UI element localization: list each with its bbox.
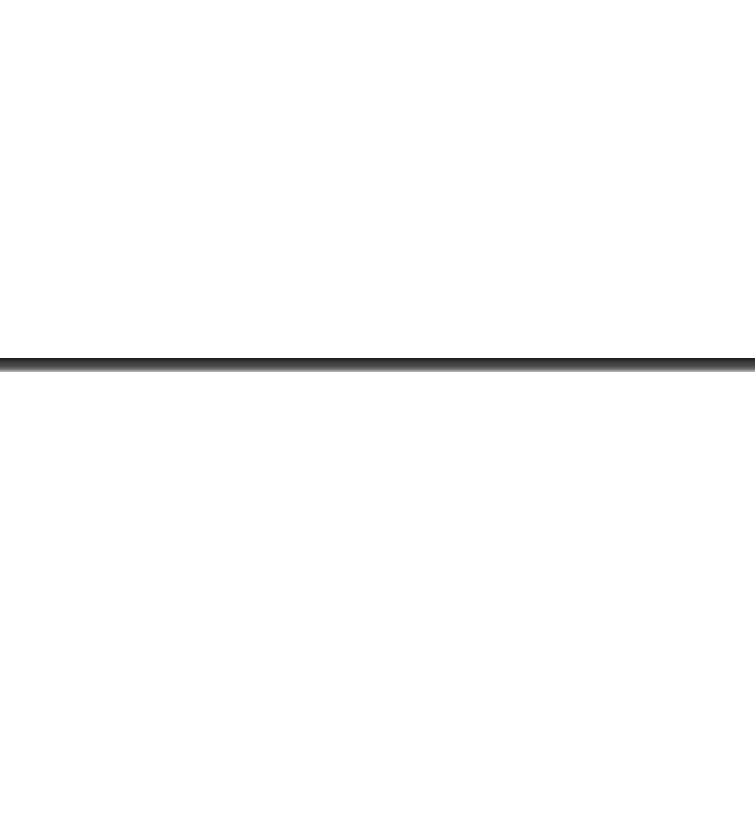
page-23 [0,372,755,838]
page-22 [0,0,755,358]
page-separator [0,358,755,372]
